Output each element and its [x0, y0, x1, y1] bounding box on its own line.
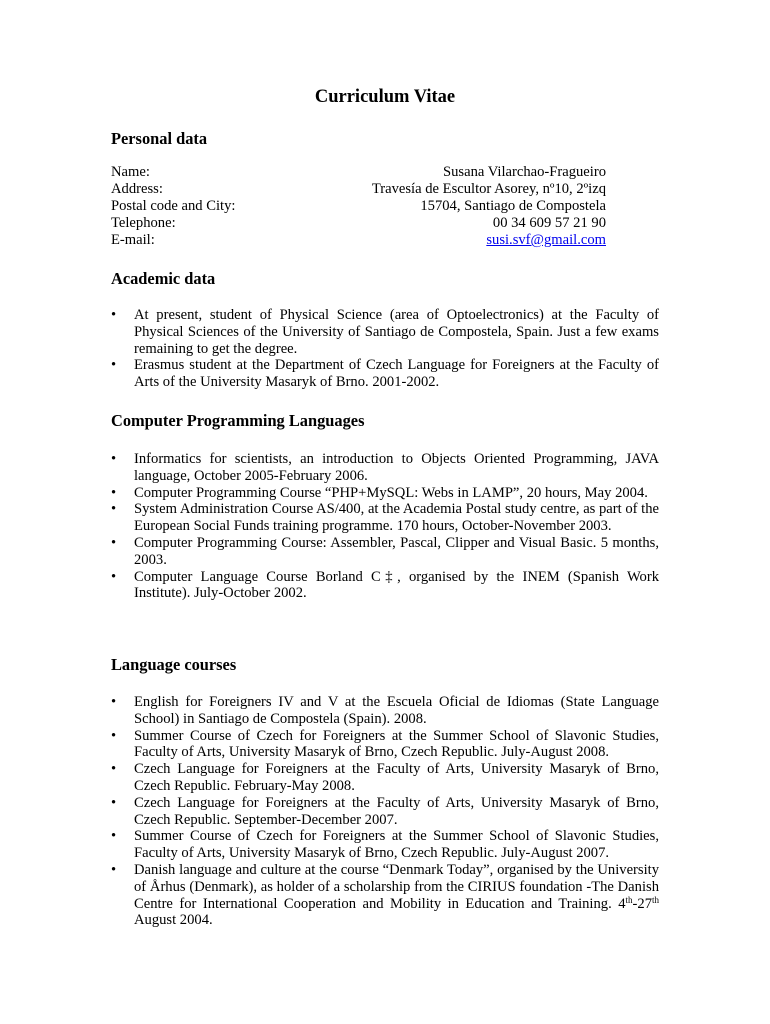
- personal-row-name: [111, 164, 606, 181]
- date-day-end-suffix: th: [651, 894, 659, 905]
- heading-academic-data: Academic data: [111, 269, 216, 288]
- date-separator: -: [632, 895, 638, 912]
- bullet-icon: •: [111, 534, 117, 551]
- bullet-icon: •: [111, 694, 117, 710]
- heading-personal-data: Personal data: [111, 129, 208, 148]
- heading-programming-languages: Computer Programming Languages: [111, 411, 365, 430]
- list-item: [111, 357, 659, 391]
- language-item-text: Danish language and culture at the course “Denmark Today”, organised by the University of Århus (Denmark), as holder of a scholarship from the CIRIUS foundation -The Danish Centre for International Cooperation and Mobility in Education and Training.: [134, 861, 659, 912]
- list-item: [111, 535, 659, 569]
- postal-label: Postal code and City:: [111, 198, 236, 214]
- list-item: [111, 862, 659, 929]
- bullet-icon: •: [111, 357, 117, 374]
- bullet-icon: •: [111, 451, 117, 467]
- programming-item-text: Informatics for scientists, an introduction to Objects Oriented Programming, JAVA language, October 2005-February 2006.: [134, 451, 659, 484]
- heading-language-courses: Language courses: [111, 655, 237, 674]
- date-rest: August 2004.: [134, 912, 213, 929]
- programming-item-text: Computer Programming Course “PHP+MySQL: Webs in LAMP”, 20 hours, May 2004.: [134, 484, 648, 501]
- email-label: E-mail:: [111, 232, 155, 248]
- language-list: [111, 694, 659, 929]
- bullet-icon: •: [111, 501, 117, 518]
- date-day-start-suffix: th: [625, 894, 633, 905]
- list-item: [111, 828, 659, 862]
- bullet-icon: •: [111, 794, 117, 811]
- bullet-icon: •: [111, 828, 117, 845]
- list-item: [111, 694, 659, 728]
- name-label: Name:: [111, 164, 150, 180]
- list-item: [111, 795, 659, 829]
- language-item-text: English for Foreigners IV and V at the Escuela Oficial de Idiomas (State Language School) in Santiago de Compostela (Spain). 2008.: [134, 694, 659, 727]
- list-item: [111, 501, 659, 535]
- language-item-text: Czech Language for Foreigners at the Faculty of Arts, University Masaryk of Brno, Czech Republic. February-May 2008.: [134, 761, 659, 794]
- language-item-text: Czech Language for Foreigners at the Faculty of Arts, University Masaryk of Brno, Czech Republic. September-December 2007.: [134, 794, 659, 828]
- list-item: [111, 728, 659, 762]
- telephone-value: 00 34 609 57 21 90: [492, 215, 606, 231]
- list-item: [111, 307, 659, 357]
- name-value: Susana Vilarchao-Fragueiro: [443, 164, 606, 180]
- personal-row-email: [111, 232, 606, 249]
- bullet-icon: •: [111, 861, 117, 878]
- language-item-text: Summer Course of Czech for Foreigners at the Summer School of Slavonic Studies, Faculty of Arts, University Masaryk of Brno, Czech Republic. July-August 2007.: [134, 828, 659, 862]
- date-day-start: 4: [618, 895, 626, 912]
- programming-item-text: Computer Language Course Borland C‡, organised by the INEM (Spanish Work Institute). July-October 2002.: [134, 568, 659, 602]
- document-title: Curriculum Vitae: [314, 87, 456, 107]
- postal-value: 15704, Santiago de Compostela: [420, 198, 606, 214]
- list-item: [111, 485, 659, 502]
- programming-list: [111, 451, 659, 602]
- bullet-icon: •: [111, 568, 117, 585]
- address-label: Address:: [111, 181, 163, 197]
- list-item: [111, 569, 659, 603]
- academic-list: [111, 307, 659, 391]
- language-item-text: Summer Course of Czech for Foreigners at the Summer School of Slavonic Studies, Faculty of Arts, University Masaryk of Brno, Czech Republic. July-August 2008.: [134, 727, 659, 761]
- address-value: Travesía de Escultor Asorey, nº10, 2ºizq: [371, 181, 606, 197]
- bullet-icon: •: [111, 484, 117, 501]
- programming-item-text: Computer Programming Course: Assembler, Pascal, Clipper and Visual Basic. 5 months, 2003.: [134, 534, 659, 568]
- bullet-icon: •: [111, 761, 117, 778]
- list-item: [111, 451, 659, 485]
- bullet-icon: •: [111, 727, 117, 744]
- personal-row-telephone: [111, 215, 606, 232]
- personal-row-postal: [111, 198, 606, 215]
- academic-item-text: At present, student of Physical Science (area of Optoelectronics) at the Faculty of Physical Sciences of the University of Santiago de Compostela, Spain. Just a few exams remaining to get the degree.: [134, 307, 659, 357]
- academic-item-text: Erasmus student at the Department of Czech Language for Foreigners at the Faculty of Arts of the University Masaryk of Brno. 2001-2002.: [134, 357, 659, 391]
- list-item: [111, 761, 659, 795]
- programming-item-text: System Administration Course AS/400, at the Academia Postal study centre, as part of the European Social Funds training programme. 170 hours, October-November 2003.: [134, 501, 659, 535]
- date-day-end: 27: [637, 895, 652, 912]
- personal-row-address: [111, 181, 606, 198]
- email-link[interactable]: susi.svf@gmail.com: [486, 232, 606, 248]
- bullet-icon: •: [111, 307, 117, 323]
- telephone-label: Telephone:: [111, 215, 176, 231]
